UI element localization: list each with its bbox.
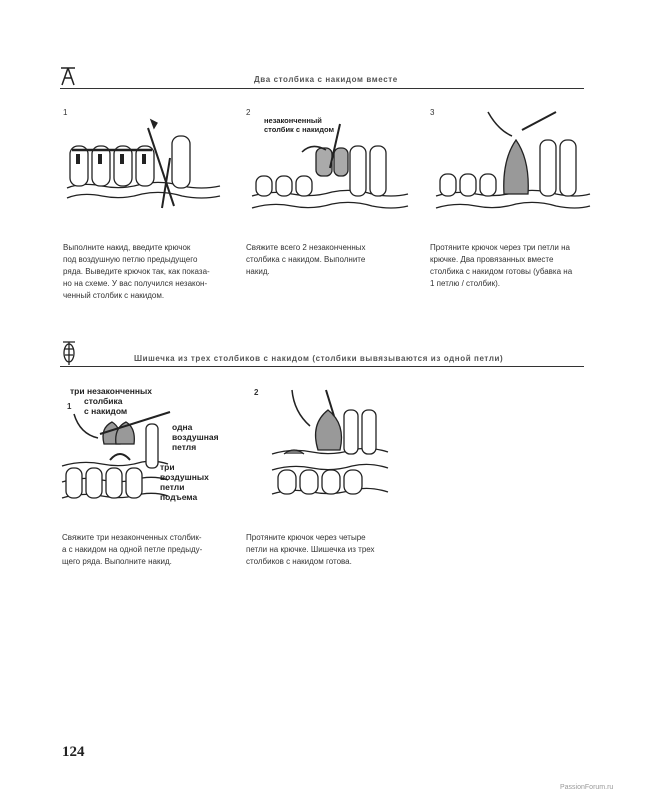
step-description: Свяжите всего 2 незаконченных столбика с накидом. Выполните накид. <box>246 243 366 276</box>
diagram-label: незаконченный столбик с накидом <box>264 116 334 134</box>
step-description: Выполните накид, введите крючок под воздушную петлю предыдущего ряда. Выведите крючок так, как показа- но на схеме. У вас получился незакон- ченный столбик с накидом. <box>63 243 210 300</box>
diagram-label: одна воздушная петля <box>172 422 219 452</box>
watermark: PassionForum.ru <box>560 784 614 791</box>
crochet-illustration <box>270 384 390 512</box>
puff-stitch-symbol-icon <box>62 340 76 366</box>
step-number: 2 <box>254 388 259 397</box>
crochet-illustration <box>62 118 222 228</box>
step-number: 2 <box>246 108 251 117</box>
section-title: Два столбика с накидом вместе <box>254 75 398 84</box>
step-number: 1 <box>63 108 68 117</box>
diagram-label: три воздушных петли подъема <box>160 462 209 502</box>
section-title: Шишечка из трех столбиков с накидом (столбики вывязываются из одной петли) <box>134 354 504 363</box>
step-number: 1 <box>67 402 72 411</box>
crochet-illustration <box>432 110 592 228</box>
section-divider <box>60 88 584 89</box>
step-number: 3 <box>430 108 435 117</box>
crochet-illustration <box>60 404 170 512</box>
step-description: Протяните крючок через четыре петли на крючке. Шишечка из трех столбиков с накидом готова. <box>246 533 375 566</box>
crochet-illustration <box>242 118 412 228</box>
double-crochet-two-together-symbol-icon <box>60 66 76 86</box>
section-divider <box>60 366 584 367</box>
step-description: Протяните крючок через три петли на крючке. Два провязанных вместе столбика с накидом готовы (убавка на 1 петлю / столбик). <box>430 243 573 288</box>
diagram-label: три незаконченных столбика с накидом <box>70 386 153 416</box>
page-number: 124 <box>62 744 85 760</box>
step-description: Свяжите три незаконченных столбик- а с накидом на одной петле предыду- щего ряда. Выполните накид. <box>62 533 203 566</box>
